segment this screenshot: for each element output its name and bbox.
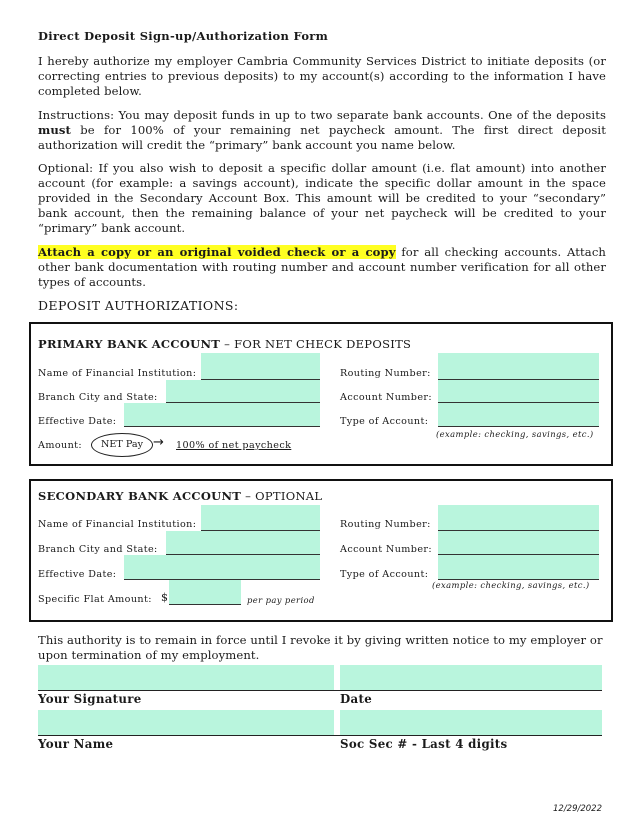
net-pay-oval: NET Pay [91, 433, 153, 457]
secondary-routing-field[interactable] [438, 505, 599, 531]
primary-account-label: Account Number: [340, 392, 433, 403]
primary-routing-label: Routing Number: [340, 368, 431, 379]
secondary-institution-label: Name of Financial Institution: [38, 519, 197, 530]
primary-amount-label: Amount: [38, 440, 83, 451]
primary-account-field[interactable] [438, 380, 599, 403]
primary-account-box [29, 322, 613, 466]
form-title: Direct Deposit Sign-up/Authorization Form [38, 29, 329, 43]
form-revision-date: 12/29/2022 [553, 804, 602, 814]
name-field[interactable] [38, 710, 334, 735]
primary-title-bold: PRIMARY BANK ACCOUNT [38, 337, 221, 351]
secondary-account-box [29, 479, 613, 622]
attach-highlight: Attach a copy or an original voided check or a copy [38, 245, 396, 259]
date-label: Date [340, 692, 373, 706]
secondary-account-label: Account Number: [340, 544, 433, 555]
primary-amount-value: 100% of net paycheck [176, 440, 292, 451]
deposit-authorizations-heading: DEPOSIT AUTHORIZATIONS: [38, 298, 239, 313]
primary-type-field[interactable] [438, 403, 599, 427]
arrow-icon: → [153, 435, 164, 450]
signature-line [38, 690, 602, 691]
primary-type-label: Type of Account: [340, 416, 429, 427]
dollar-sign: $ [161, 591, 168, 604]
instructions-must: must [38, 123, 71, 137]
primary-routing-field[interactable] [438, 353, 599, 380]
secondary-flat-field[interactable] [169, 580, 241, 605]
authorization-paragraph: I hereby authorize my employer Cambria Community Services District to initiate deposits (or correcting entries to previous deposits) to my account(s) according to the information I have completed below. [38, 54, 606, 98]
attach-rest: for all checking accounts. Attach other bank documentation with routing number and account number verification for all other types of accounts. [38, 245, 606, 289]
secondary-title-bold: SECONDARY BANK ACCOUNT [38, 489, 242, 503]
secondary-account-field[interactable] [438, 531, 599, 555]
primary-branch-label: Branch City and State: [38, 392, 158, 403]
primary-title-rest: – FOR NET CHECK DEPOSITS [220, 337, 412, 351]
secondary-effective-label: Effective Date: [38, 569, 117, 580]
name-label: Your Name [38, 737, 114, 751]
per-pay-period: per pay period [247, 595, 315, 605]
primary-institution-label: Name of Financial Institution: [38, 368, 197, 379]
secondary-title-rest: – OPTIONAL [241, 489, 323, 503]
secondary-title [38, 489, 322, 503]
primary-type-hint: (example: checking, savings, etc.) [436, 429, 594, 439]
optional-paragraph: Optional: If you also wish to deposit a specific dollar amount (i.e. flat amount) into another account (for example: a savings account), indicate the specific dollar amount in the space provided in the Secondary Account Box. This amount will be credited to your “secondary” bank account, then the remaining balance of your net paycheck will be credited to your “primary” bank account. [38, 161, 606, 235]
authority-paragraph: This authority is to remain in force until I revoke it by giving written notice to my employer or upon termination of my employment. [38, 633, 603, 662]
secondary-branch-label: Branch City and State: [38, 544, 158, 555]
secondary-branch-field[interactable] [166, 531, 320, 555]
signature-label: Your Signature [38, 692, 142, 706]
secondary-type-field[interactable] [438, 555, 599, 580]
secondary-routing-label: Routing Number: [340, 519, 431, 530]
attach-paragraph [38, 245, 606, 290]
primary-title [38, 337, 411, 351]
secondary-type-hint: (example: checking, savings, etc.) [432, 580, 590, 590]
primary-effective-field[interactable] [124, 403, 320, 427]
secondary-flat-label: Specific Flat Amount: [38, 594, 152, 605]
secondary-institution-field[interactable] [201, 505, 320, 531]
ssn-field[interactable] [340, 710, 602, 735]
instructions-paragraph [38, 108, 606, 153]
instructions-text-a: Instructions: You may deposit funds in up to two separate bank accounts. One of the deposits [38, 108, 606, 122]
secondary-type-label: Type of Account: [340, 569, 429, 580]
primary-effective-label: Effective Date: [38, 416, 117, 427]
name-line [38, 735, 602, 736]
ssn-label: Soc Sec # - Last 4 digits [340, 737, 508, 751]
instructions-text-b: be for 100% of your remaining net paycheck amount. The first direct deposit authorization will credit the “primary” bank account you name below. [38, 123, 606, 152]
primary-branch-field[interactable] [166, 380, 320, 403]
secondary-effective-field[interactable] [124, 555, 320, 580]
date-field[interactable] [340, 665, 602, 690]
primary-institution-field[interactable] [201, 353, 320, 380]
signature-field[interactable] [38, 665, 334, 690]
